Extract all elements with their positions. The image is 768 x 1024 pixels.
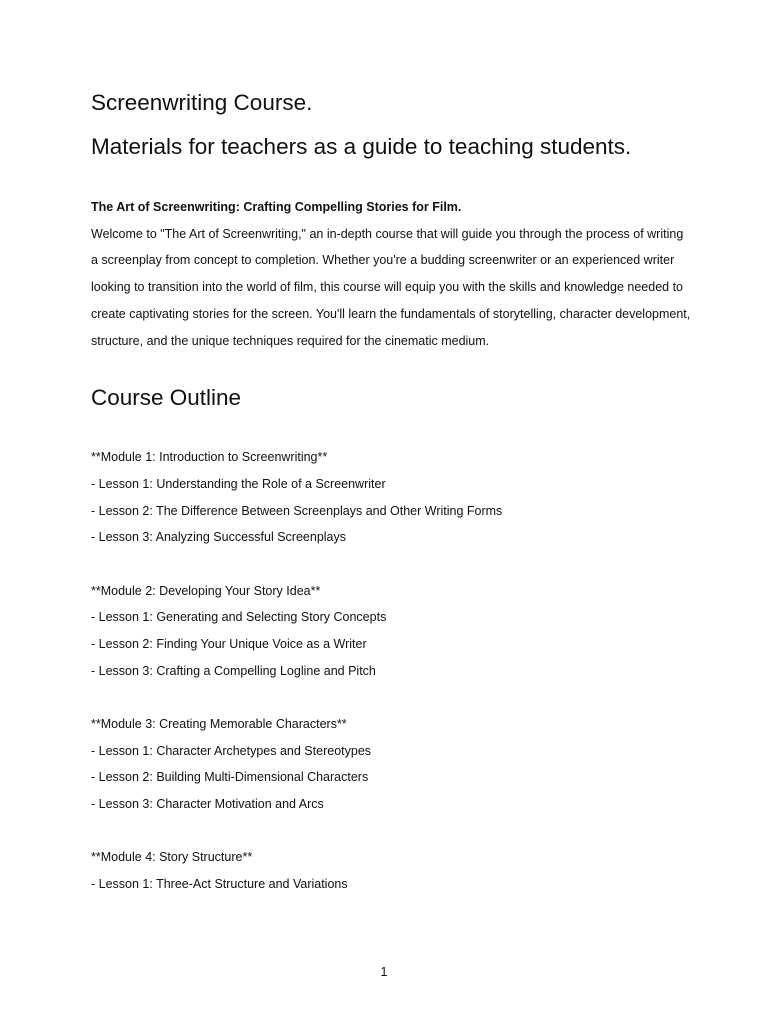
- module-title: **Module 3: Creating Memorable Characters**: [91, 717, 347, 732]
- document-page: [91, 86, 691, 924]
- module-title: **Module 1: Introduction to Screenwriting**: [91, 450, 328, 465]
- intro-heading: The Art of Screenwriting: Crafting Compelling Stories for Film.: [91, 200, 462, 214]
- course-outline-heading: Course Outline: [91, 385, 242, 411]
- module-title: **Module 2: Developing Your Story Idea**: [91, 583, 321, 598]
- module-title: **Module 4: Story Structure**: [91, 850, 253, 865]
- document-title: Screenwriting Course.: [91, 90, 313, 115]
- lesson-item: - Lesson 2: The Difference Between Screenplays and Other Writing Forms: [91, 503, 503, 518]
- intro-paragraph: Welcome to "The Art of Screenwriting," an in-depth course that will guide you through the process of writing a screenplay from concept to completion. Whether you're a budding screenwriter or an experienced writer looking to transition into the world of film, this course will equip you with the skills and knowledge needed to create captivating stories for the screen. You'll learn the fundamentals of storytelling, character development, structure, and the unique techniques required for the cinematic medium.: [91, 226, 691, 348]
- lesson-item: - Lesson 3: Character Motivation and Arcs: [91, 797, 324, 812]
- module-list: [91, 444, 691, 898]
- module-block: [91, 711, 691, 818]
- lesson-item: - Lesson 2: Building Multi-Dimensional Characters: [91, 770, 369, 785]
- lesson-item: - Lesson 3: Analyzing Successful Screenplays: [91, 530, 346, 545]
- page-number: 1: [380, 965, 388, 979]
- lesson-item: - Lesson 1: Three-Act Structure and Variations: [91, 877, 348, 892]
- module-block: [91, 578, 691, 685]
- lesson-item: - Lesson 1: Understanding the Role of a Screenwriter: [91, 476, 386, 491]
- lesson-item: - Lesson 3: Crafting a Compelling Logline and Pitch: [91, 663, 376, 678]
- module-block: [91, 444, 691, 551]
- document-subtitle: Materials for teachers as a guide to teaching students.: [91, 134, 632, 159]
- lesson-item: - Lesson 1: Character Archetypes and Stereotypes: [91, 743, 372, 758]
- module-block: [91, 844, 691, 897]
- lesson-item: - Lesson 1: Generating and Selecting Story Concepts: [91, 610, 387, 625]
- lesson-item: - Lesson 2: Finding Your Unique Voice as a Writer: [91, 637, 367, 652]
